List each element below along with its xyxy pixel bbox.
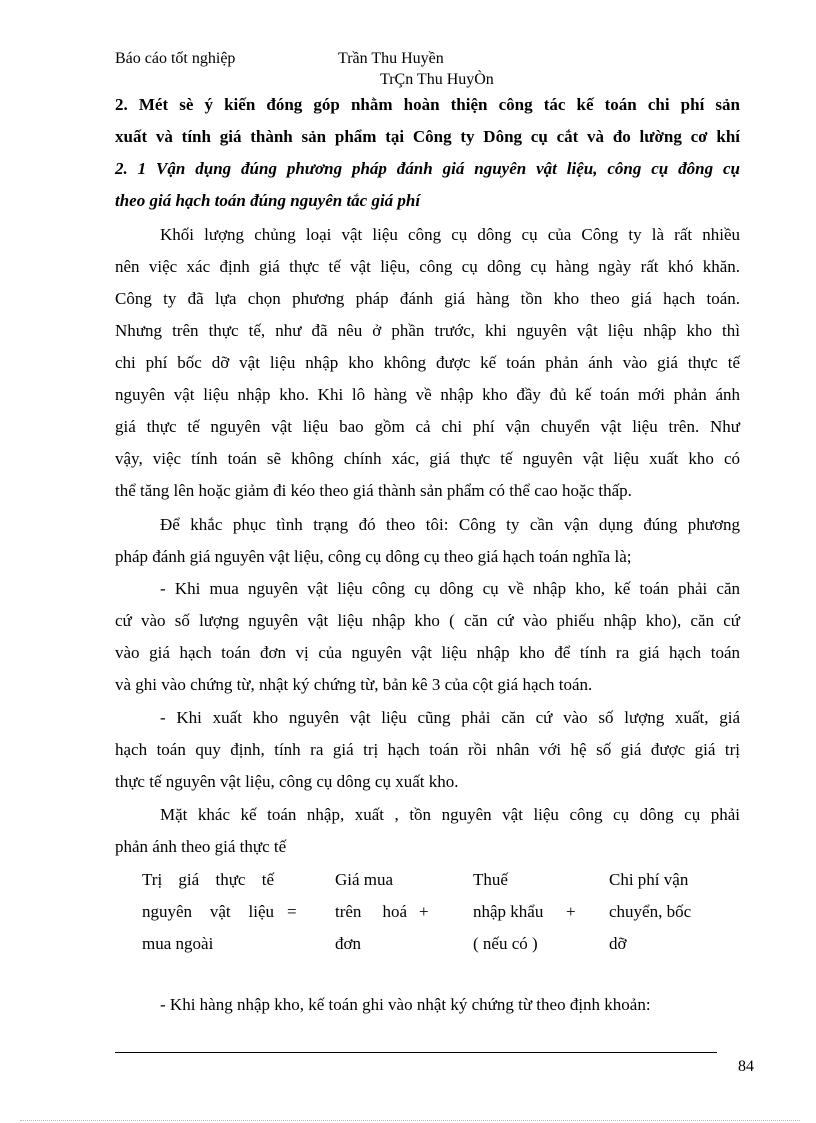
subsection-title-line-1: 2. 1 Vận dụng đúng phương pháp đánh giá nguyên vật liệu, công cụ đông cụ <box>115 159 740 178</box>
paragraph-line: - Khi hàng nhập kho, kế toán ghi vào nhật ký chứng từ theo định khoản: <box>160 995 651 1014</box>
paragraph-line: chi phí bốc dỡ vật liệu nhập kho không được kế toán phản ánh vào giá thực tế <box>115 353 740 372</box>
formula-equals-sign: = <box>287 902 297 921</box>
paragraph-line: vào giá hạch toán đơn vị của nguyên vật liệu nhập kho để tính ra giá hạch toán <box>115 643 740 662</box>
paragraph-line: hạch toán quy định, tính ra giá trị hạch toán rồi nhân với hệ số giá được giá trị <box>115 740 740 759</box>
formula-term-1-line: mua ngoài <box>142 934 214 953</box>
page-edge-divider <box>20 1120 800 1121</box>
section-title-line-2: xuất và tính giá thành sản phẩm tại Công ty Dông cụ cắt và đo lường cơ khí <box>115 127 740 146</box>
formula-term-4-line: Chi phí vận <box>609 870 689 889</box>
formula-term-1-line: nguyên vật liệu <box>142 902 274 921</box>
paragraph-line: pháp đánh giá nguyên vật liệu, công cụ dông cụ theo giá hạch toán nghĩa là; <box>115 547 632 566</box>
paragraph-line: Công ty đã lựa chọn phương pháp đánh giá hàng tồn kho theo giá hạch toán. <box>115 289 740 308</box>
formula-term-1-line: Trị giá thực tế <box>142 870 274 889</box>
paragraph-line: giá thực tế nguyên vật liệu bao gồm cả chi phí vận chuyển vật liệu trên. Như <box>115 417 740 436</box>
paragraph-line: Mặt khác kế toán nhập, xuất , tồn nguyên vật liệu công cụ dông cụ phải <box>160 805 740 824</box>
formula-term-2-line: trên hoá <box>335 902 407 921</box>
paragraph-line: Để khắc phục tình trạng đó theo tôi: Công ty cần vận dụng đúng phương <box>160 515 740 534</box>
paragraph-line: và ghi vào chứng từ, nhật ký chứng từ, bản kê 3 của cột giá hạch toán. <box>115 675 593 694</box>
formula-term-4-line: chuyển, bốc <box>609 902 692 921</box>
formula-term-3-line: ( nếu có ) <box>473 934 538 953</box>
paragraph-line: Khối lượng chủng loại vật liệu công cụ dông cụ của Công ty là rất nhiều <box>160 225 740 244</box>
paragraph-line: phản ánh theo giá thực tế <box>115 837 287 856</box>
paragraph-line: Nhưng trên thực tế, như đã nêu ở phần trước, khi nguyên vật liệu nhập kho thì <box>115 321 740 340</box>
paragraph-line: nên việc xác định giá thực tế vật liệu, công cụ dông cụ hàng ngày rất khó khăn. <box>115 257 740 276</box>
formula-term-2-line: đơn <box>335 934 361 953</box>
paragraph-line: thể tăng lên hoặc giảm đi kéo theo giá thành sản phẩm có thể cao hoặc thấp. <box>115 481 632 500</box>
formula-term-4-line: dỡ <box>609 934 627 953</box>
header-report-title: Báo cáo tốt nghiệp <box>115 50 236 67</box>
section-title-line-1: 2. Mét sè ý kiến đóng góp nhằm hoàn thiện công tác kế toán chi phí sản <box>115 95 740 114</box>
paragraph-line: nguyên vật liệu nhập kho. Khi lô hàng về nhập kho đầy đủ kế toán mới phản ánh <box>115 385 740 404</box>
formula-term-3-line: nhập khẩu <box>473 902 544 921</box>
formula-plus-sign: + <box>419 902 429 921</box>
paragraph-line: cứ vào số lượng nguyên vật liệu nhập kho ( căn cứ vào phiếu nhập kho), căn cứ <box>115 611 740 630</box>
header-author: Trần Thu Huyền <box>338 50 444 67</box>
paragraph-line: - Khi xuất kho nguyên vật liệu cũng phải căn cứ vào số lượng xuất, giá <box>160 708 740 727</box>
subsection-title-line-2: theo giá hạch toán đúng nguyên tắc giá phí <box>115 191 421 210</box>
page-number: 84 <box>738 1058 754 1075</box>
paragraph-line: thực tế nguyên vật liệu, công cụ dông cụ xuất kho. <box>115 772 459 791</box>
paragraph-line: vậy, việc tính toán sẽ không chính xác, giá thực tế nguyên vật liệu xuất kho có <box>115 449 740 468</box>
formula-plus-sign: + <box>566 902 576 921</box>
paragraph-line: - Khi mua nguyên vật liệu công cụ dông cụ về nhập kho, kế toán phải căn <box>160 579 740 598</box>
footer-rule <box>115 1052 717 1053</box>
formula-term-3-line: Thuế <box>473 870 508 889</box>
header-author-garbled: TrÇn Thu HuyÒn <box>380 71 494 88</box>
formula-term-2-line: Giá mua <box>335 870 394 889</box>
